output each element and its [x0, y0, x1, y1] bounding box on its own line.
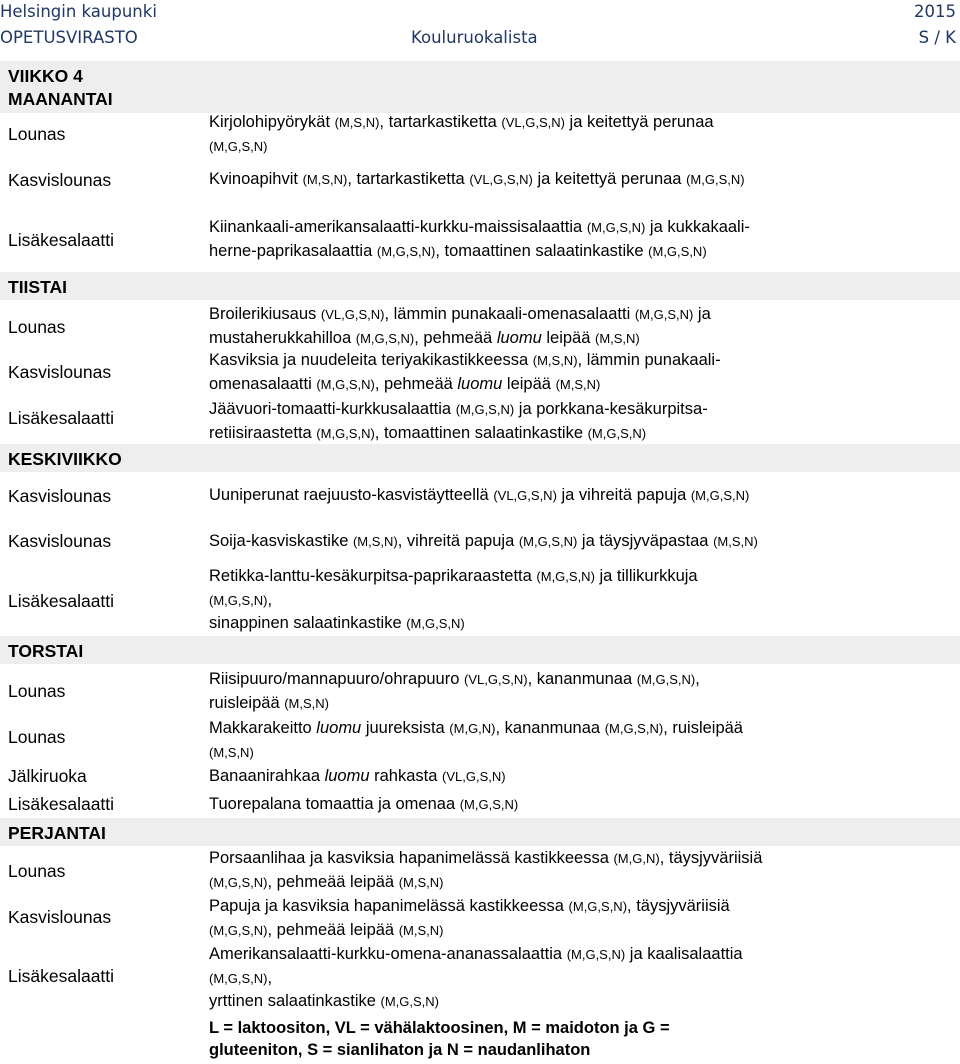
menu-line: [209, 765, 957, 789]
menu-text: Kasviksia ja nuudeleita teriyakikastikkeessa: [209, 351, 533, 369]
diet-code: (M,G,N): [449, 721, 496, 736]
menu-item-wednesday-vegetarian-1: [209, 484, 957, 508]
diet-code: (M,G,S,N): [209, 138, 268, 154]
menu-text: , lämmin punakaali-omenasalaatti: [384, 305, 635, 323]
menu-text: luomu: [324, 767, 370, 785]
menu-text: juureksista: [361, 719, 450, 737]
diet-code: (M,G,S,N): [518, 534, 578, 549]
diet-code: (M,S,N): [594, 330, 640, 346]
document-title: Kouluruokalista: [411, 28, 538, 47]
menu-text: , tartarkastiketta: [379, 113, 502, 131]
menu-text: ,: [267, 590, 273, 609]
diet-code: (M,G,S,N): [568, 899, 628, 914]
day-heading-monday: MAANANTAI: [8, 89, 113, 109]
menu-text: yrttinen salaatinkastike: [209, 992, 381, 1010]
diet-code: (VL,G,S,N): [320, 307, 385, 322]
meal-label: Kasvislounas: [8, 907, 112, 927]
menu-text: Uuniperunat raejuusto-kasvistäytteellä: [209, 486, 494, 504]
legend-line-2: gluteeniton, S = sianlihaton ja N = naudanlihaton: [209, 1041, 591, 1059]
diet-legend: [209, 1017, 957, 1061]
diet-code: (M,G,S,N): [459, 797, 519, 812]
header-row-2: [0, 26, 960, 52]
menu-text: ,: [267, 968, 273, 987]
year: 2015: [914, 2, 956, 21]
meal-label: Lounas: [8, 317, 66, 337]
diet-code: (M,G,S,N): [316, 425, 375, 441]
menu-text: Soija-kasviskastike: [209, 532, 353, 550]
menu-text: Makkarakeitto: [209, 719, 317, 737]
menu-item-thursday-lunch-1: [209, 668, 957, 715]
menu-text: herne-paprikasalaattia: [209, 241, 377, 260]
menu-item-thursday-lunch-2: [209, 717, 957, 764]
day-heading-tuesday: TIISTAI: [8, 277, 67, 297]
menu-line: [209, 168, 957, 192]
menu-item-wednesday-salad: [209, 565, 957, 636]
menu-line: [209, 135, 957, 159]
meal-label: Kasvislounas: [8, 531, 112, 551]
menu-text: , lämmin punakaali-: [577, 351, 721, 369]
meal-label: Lisäkesalaatti: [8, 794, 115, 814]
menu-text: Porsaanlihaa ja kasviksia hapanimelässä kastikkeessa: [209, 849, 614, 867]
meal-label: Lounas: [8, 861, 66, 881]
diet-code: (M,G,S,N): [380, 994, 440, 1009]
day-heading-friday: PERJANTAI: [8, 823, 106, 843]
menu-item-friday-vegetarian: [209, 895, 957, 942]
menu-text: ja keitettyä perunaa: [532, 170, 687, 188]
menu-item-monday-salad: [209, 216, 957, 263]
menu-text: mustaherukkahilloa: [209, 328, 356, 347]
menu-text: ja täysjyväpastaa: [577, 532, 714, 550]
menu-text: Tuorepalana tomaattia ja omenaa: [209, 795, 460, 813]
menu-line: [209, 240, 957, 264]
menu-text: Riisipuuro/mannapuuro/ohrapuuro: [209, 670, 464, 688]
menu-item-friday-lunch: [209, 847, 957, 894]
band-week-monday: [0, 61, 960, 113]
day-heading-wednesday: KESKIVIIKKO: [8, 449, 122, 469]
menu-text: , tartarkastiketta: [347, 170, 470, 188]
menu-text: , täysjyväriisiä: [627, 897, 730, 915]
meal-label: Lounas: [8, 727, 66, 747]
band-wednesday: [0, 444, 960, 472]
menu-text: ja tillikurkkuja: [594, 567, 698, 585]
menu-text: ja vihreitä papuja: [556, 486, 691, 504]
diet-code: (M,G,S,N): [316, 376, 375, 392]
menu-text: Kirjolohipyörykät: [209, 113, 335, 131]
menu-text: Broilerikiusaus: [209, 305, 321, 323]
menu-text: omenasalaatti: [209, 374, 317, 393]
meal-label: Lounas: [8, 681, 66, 701]
diet-code: (M,G,S,N): [648, 243, 707, 259]
menu-text: ja porkkana-kesäkurpitsa-: [514, 400, 708, 418]
menu-line: [209, 895, 957, 919]
meal-label: Jälkiruoka: [8, 766, 87, 786]
menu-line: [209, 111, 957, 135]
menu-text: , pehmeää leipää: [267, 872, 399, 891]
menu-line: [209, 741, 957, 765]
menu-text: , tomaattinen salaatinkastike: [435, 241, 649, 260]
menu-text: Jäävuori-tomaatti-kurkkusalaattia: [209, 400, 456, 418]
menu-text: , pehmeää leipää: [267, 920, 399, 939]
menu-text: Retikka-lanttu-kesäkurpitsa-paprikaraastetta: [209, 567, 537, 585]
menu-text: ja: [693, 305, 711, 323]
diet-code: (M,S,N): [532, 353, 578, 368]
menu-line: [209, 847, 957, 871]
diet-code: (M,G,S,N): [686, 172, 745, 187]
diet-code: (M,G,S,N): [690, 488, 750, 503]
menu-line: [209, 530, 957, 554]
band-friday: [0, 818, 960, 846]
menu-text: luomu: [316, 719, 362, 737]
menu-line: [209, 793, 957, 817]
menu-line: [209, 303, 957, 327]
menu-text: ,: [695, 670, 700, 688]
menu-text: luomu: [496, 328, 542, 347]
menu-text: rahkasta: [369, 767, 443, 785]
week-heading: VIIKKO 4: [8, 66, 83, 86]
menu-text: , ruisleipää: [663, 719, 743, 737]
menu-item-thursday-salad: [209, 793, 957, 817]
band-tuesday: [0, 272, 960, 300]
diet-code: (M,G,S,N): [604, 721, 664, 736]
menu-line: [209, 398, 957, 422]
diet-code: (VL,G,S,N): [464, 672, 528, 687]
diet-code: (M,S,N): [398, 874, 444, 890]
menu-text: Amerikansalaatti-kurkku-omena-ananassalaattia: [209, 945, 567, 963]
menu-text: Banaanirahkaa: [209, 767, 325, 785]
meal-label: Kasvislounas: [8, 362, 112, 382]
menu-text: sinappinen salaatinkastike: [209, 614, 407, 632]
diet-code: (M,G,S,N): [566, 947, 626, 962]
diet-code: (M,S,N): [284, 695, 329, 711]
diet-code: (M,S,N): [302, 172, 348, 187]
menu-item-friday-salad: [209, 943, 957, 1014]
menu-line: [209, 422, 957, 446]
menu-text: , täysjyväriisiä: [659, 849, 763, 867]
day-heading-thursday: TORSTAI: [8, 641, 84, 661]
diet-code: (M,G,S,N): [406, 616, 465, 631]
menu-text: ja keitettyä perunaa: [564, 113, 714, 131]
city-name: Helsingin kaupunki: [0, 2, 157, 21]
diet-code: (M,G,S,N): [455, 402, 515, 417]
menu-text: Kiinankaali-amerikansalaatti-kurkku-maissisalaattia: [209, 218, 587, 236]
menu-line: [209, 692, 957, 716]
diet-code: (M,S,N): [398, 922, 444, 938]
diet-code: (M,G,S,N): [209, 922, 268, 938]
menu-line: [209, 967, 957, 991]
menu-item-tuesday-salad: [209, 398, 957, 445]
menu-text: luomu: [457, 374, 503, 393]
diet-code: (M,G,S,N): [636, 672, 696, 687]
menu-line: [209, 871, 957, 895]
menu-item-monday-lunch: [209, 111, 957, 158]
diet-code: (M,G,N): [613, 851, 660, 866]
meal-label: Lisäkesalaatti: [8, 966, 115, 986]
menu-text: , tomaattinen salaatinkastike: [374, 423, 588, 442]
menu-text: ruisleipää: [209, 693, 285, 712]
menu-item-wednesday-vegetarian-2: [209, 530, 957, 554]
menu-line: [209, 349, 957, 373]
meal-label: Lounas: [8, 124, 66, 144]
menu-line: [209, 990, 957, 1014]
diet-code: (M,G,S,N): [209, 592, 268, 608]
meal-label: Lisäkesalaatti: [8, 230, 115, 250]
band-thursday: [0, 636, 960, 664]
menu-item-thursday-dessert: [209, 765, 957, 789]
menu-item-monday-vegetarian: [209, 168, 957, 192]
menu-line: [209, 216, 957, 240]
menu-line: [209, 668, 957, 692]
diet-code: (M,G,S,N): [209, 970, 268, 986]
menu-line: [209, 919, 957, 943]
diet-code: (M,G,S,N): [355, 330, 415, 346]
menu-item-tuesday-lunch: [209, 303, 957, 350]
meal-label: Kasvislounas: [8, 170, 112, 190]
header-row-1: [0, 0, 960, 26]
meal-label: Lisäkesalaatti: [8, 408, 115, 428]
diet-code: (M,G,S,N): [586, 220, 646, 235]
diet-code: (M,S,N): [334, 115, 380, 130]
office-name: OPETUSVIRASTO: [0, 28, 138, 47]
menu-text: leipää: [502, 374, 556, 393]
menu-line: [209, 943, 957, 967]
diet-code: (M,G,S,N): [536, 569, 595, 584]
menu-text: leipää: [541, 328, 595, 347]
menu-line: [209, 565, 957, 589]
diet-code: (M,S,N): [555, 376, 601, 392]
menu-line: [209, 717, 957, 741]
menu-text: Papuja ja kasviksia hapanimelässä kastikkeessa: [209, 897, 569, 915]
menu-line: [209, 484, 957, 508]
diet-code: (M,S,N): [352, 534, 398, 549]
diet-code: (M,G,S,N): [209, 874, 268, 890]
diet-code: (M,S,N): [713, 534, 758, 549]
diet-code: (M,G,S,N): [587, 425, 647, 441]
legend-line-1: L = laktoositon, VL = vähälaktoosinen, M = maidoton ja G =: [209, 1019, 670, 1037]
menu-text: , kananmunaa: [495, 719, 605, 737]
meal-label: Lisäkesalaatti: [8, 591, 115, 611]
menu-line: [209, 612, 957, 636]
diet-code: S / K: [918, 28, 956, 47]
menu-line: [209, 327, 957, 351]
menu-line: [209, 373, 957, 397]
menu-text: ja kaalisalaattia: [625, 945, 743, 963]
menu-text: ja kukkakaali-: [645, 218, 750, 236]
menu-text: , vihreitä papuja: [397, 532, 519, 550]
menu-line: [209, 589, 957, 613]
menu-text: , kananmunaa: [527, 670, 637, 688]
diet-code: (M,G,S,N): [634, 307, 694, 322]
menu-item-tuesday-vegetarian: [209, 349, 957, 396]
diet-code: (VL,G,S,N): [469, 172, 533, 187]
meal-label: Kasvislounas: [8, 486, 112, 506]
menu-text: Kvinoapihvit: [209, 170, 303, 188]
menu-text: , pehmeää: [374, 374, 458, 393]
menu-text: retiisiraastetta: [209, 423, 317, 442]
diet-code: (M,G,S,N): [376, 243, 436, 259]
menu-text: , pehmeää: [414, 328, 497, 347]
diet-code: (VL,G,S,N): [442, 769, 506, 784]
diet-code: (VL,G,S,N): [501, 115, 565, 130]
diet-code: (M,S,N): [209, 744, 254, 760]
diet-code: (VL,G,S,N): [493, 488, 557, 503]
